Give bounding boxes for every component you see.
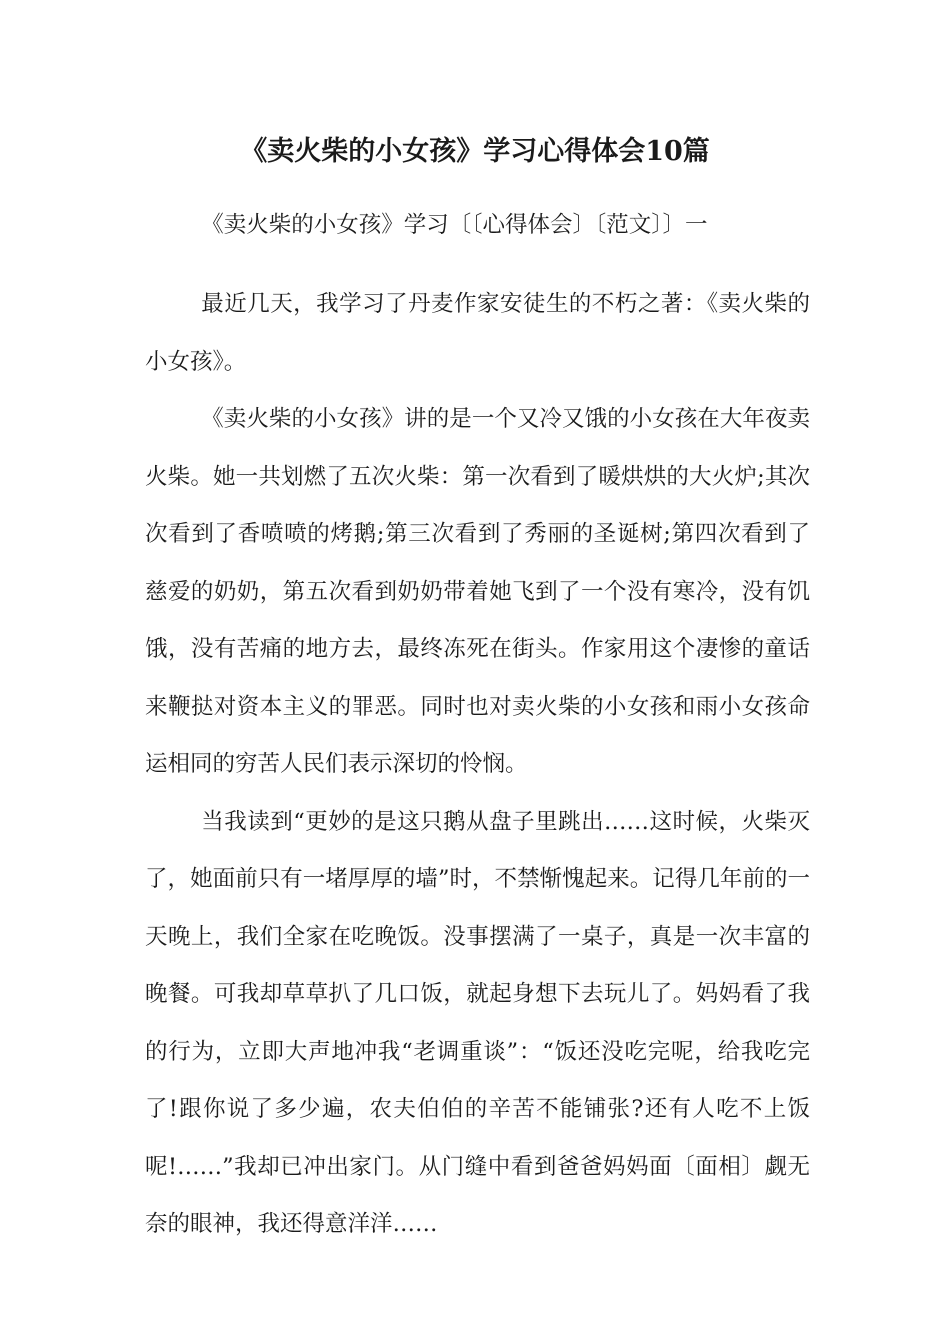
section-heading: 《卖火柴的小女孩》学习〔〔心得体会〕〔范文〕〕一 bbox=[201, 212, 708, 238]
paragraph-1: 最近几天，我学习了丹麦作家安徒生的不朽之著：《卖火柴的小女孩》。 bbox=[145, 291, 810, 375]
paragraph-3: 当我读到“更妙的是这只鹅从盘子里跳出……这时候，火柴灭了，她面前只有一堵厚厚的墙”时，不禁惭愧起来。记得几年前的一天晚上，我们全家在吃晚饭。没事摆满了一桌子，真是一次丰富的晚餐。可我却草草扒了几口饭，就起身想下去玩儿了。妈妈看了我的行为，立即大声地冲我“老调重谈”：“饭还没吃完呢，给我吃完了!跟你说了多少遍，农夫伯伯的辛苦不能铺张?还有人吃不上饭呢!……”我却已冲出家门。从门缝中看到爸爸妈妈面〔面相〕觑无奈的眼神，我还得意洋洋…… bbox=[145, 808, 810, 1237]
paragraph-2: 《卖火柴的小女孩》讲的是一个又冷又饿的小女孩在大年夜卖火柴。她一共划燃了五次火柴：第一次看到了暖烘烘的大火炉;其次次看到了香喷喷的烤鹅;第三次看到了秀丽的圣诞树;第四次看到了慈爱的奶奶，第五次看到奶奶带着她飞到了一个没有寒冷，没有饥饿，没有苦痛的地方去，最终冻死在街头。作家用这个凄惨的童话来鞭挞对资本主义的罪恶。同时也对卖火柴的小女孩和雨小女孩命运相同的穷苦人民们表示深切的怜悯。 bbox=[145, 406, 810, 777]
document-body bbox=[145, 200, 810, 1254]
document-title: 《卖火柴的小女孩》学习心得体会10篇 bbox=[240, 136, 710, 167]
